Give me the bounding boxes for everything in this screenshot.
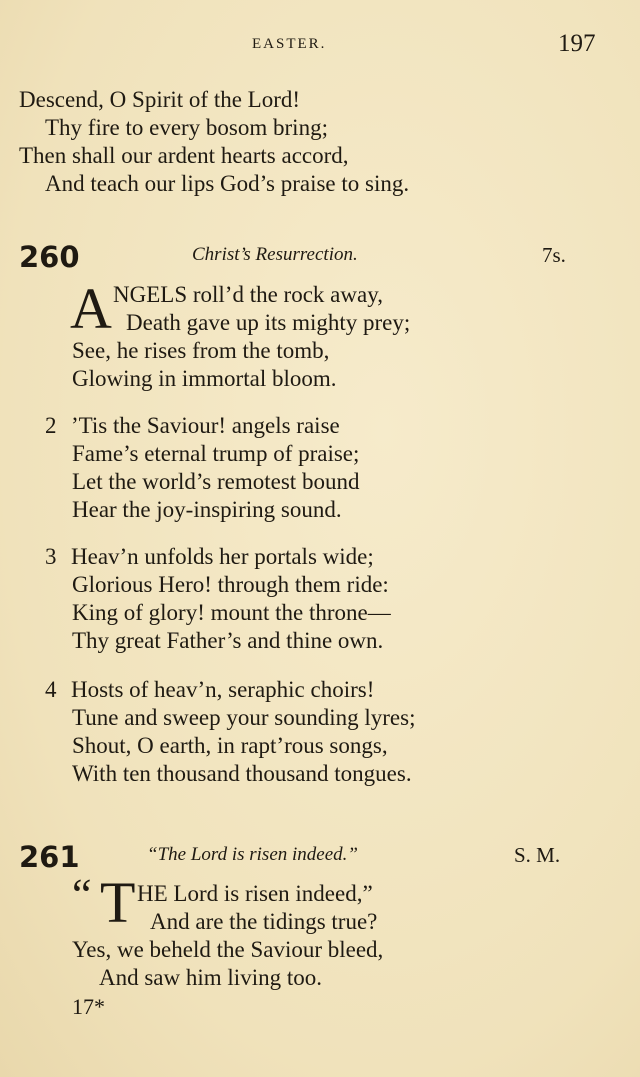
verse-number: 3 bbox=[45, 544, 57, 569]
verse-line: King of glory! mount the throne— bbox=[72, 600, 391, 625]
hymn-title: “The Lord is risen indeed.” bbox=[147, 844, 358, 865]
verse-line: And are the tidings true? bbox=[150, 909, 378, 934]
verse-line: Thy great Father’s and thine own. bbox=[72, 628, 384, 653]
printer-signature: 17* bbox=[72, 994, 105, 1019]
stanza-line: Descend, O Spirit of the Lord! bbox=[19, 87, 301, 112]
verse-line: NGELS roll’d the rock away, bbox=[113, 282, 383, 307]
verse-line bbox=[45, 676, 374, 704]
stanza-line: Then shall our ardent hearts accord, bbox=[19, 143, 349, 168]
verse-text: Hosts of heav’n, seraphic choirs! bbox=[71, 677, 375, 702]
hymn-number: 260 bbox=[19, 240, 80, 274]
verse-line: With ten thousand thousand tongues. bbox=[72, 761, 412, 786]
hymn-meter: S. M. bbox=[514, 843, 561, 867]
open-quote-mark: “ bbox=[72, 870, 92, 919]
verse-line: Tune and sweep your sounding lyres; bbox=[72, 705, 416, 730]
verse-text: Heav’n unfolds her portals wide; bbox=[71, 544, 374, 569]
drop-cap: T bbox=[100, 870, 136, 935]
verse-line: Hear the joy-inspiring sound. bbox=[72, 497, 342, 522]
verse-line: And saw him living too. bbox=[99, 965, 322, 990]
verse-line: Death gave up its mighty prey; bbox=[126, 310, 411, 335]
running-head: EASTER. bbox=[252, 36, 327, 52]
hymn-number: 261 bbox=[19, 840, 80, 874]
verse-line bbox=[45, 543, 374, 571]
stanza-line: And teach our lips God’s praise to sing. bbox=[45, 171, 410, 196]
verse-line bbox=[45, 412, 340, 440]
hymn-meter: 7s. bbox=[542, 243, 566, 267]
drop-cap: A bbox=[70, 276, 112, 341]
verse-line: HE Lord is risen indeed,” bbox=[137, 881, 373, 906]
verse-line: Let the world’s remotest bound bbox=[72, 469, 360, 494]
page-header bbox=[0, 30, 640, 64]
hymn-title: Christ’s Resurrection. bbox=[192, 244, 358, 265]
verse-line: Glowing in immortal bloom. bbox=[72, 366, 337, 391]
verse-line: Glorious Hero! through them ride: bbox=[72, 572, 389, 597]
verse-number: 2 bbox=[45, 413, 57, 438]
stanza-line: Thy fire to every bosom bring; bbox=[45, 115, 328, 140]
verse-line: See, he rises from the tomb, bbox=[72, 338, 330, 363]
verse-text: ’Tis the Saviour! angels raise bbox=[71, 413, 340, 438]
verse-number: 4 bbox=[45, 677, 57, 702]
verse-line: Fame’s eternal trump of praise; bbox=[72, 441, 360, 466]
verse-line: Shout, O earth, in rapt’rous songs, bbox=[72, 733, 388, 758]
page-number: 197 bbox=[558, 30, 596, 57]
verse-line: Yes, we beheld the Saviour bleed, bbox=[72, 937, 384, 962]
